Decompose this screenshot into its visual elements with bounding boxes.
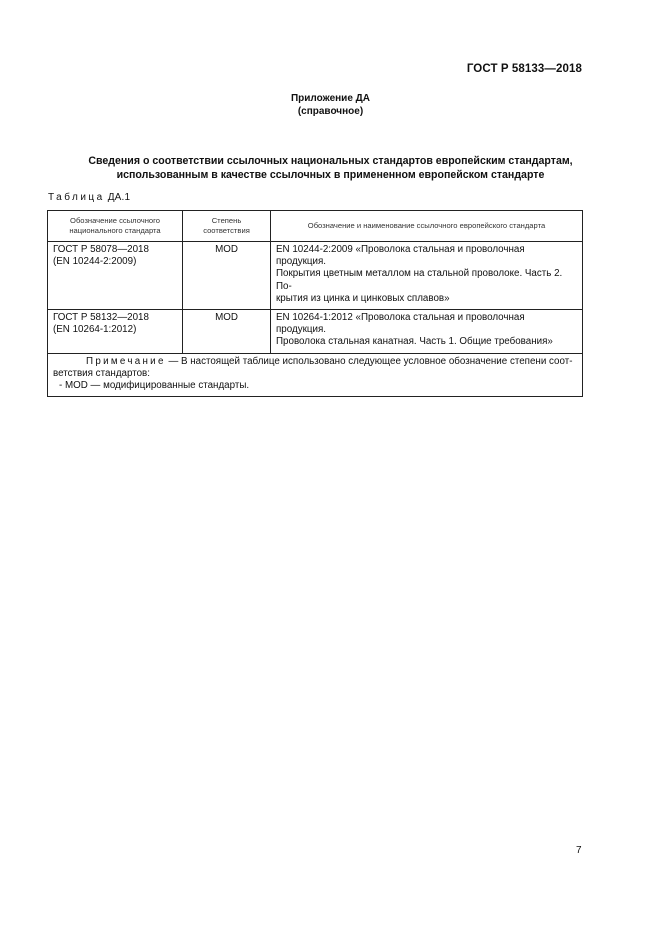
european-standard-cell	[271, 242, 583, 310]
header-degree	[183, 211, 271, 242]
note-line1	[53, 356, 577, 368]
document-title	[40, 154, 621, 182]
european-standard-line2: Проволока стальная канатная. Часть 1. Общие требования»	[276, 336, 553, 348]
annex-subtitle: (справочное)	[297, 106, 364, 117]
annex-heading	[0, 92, 661, 118]
page-header-standard-code: ГОСТ Р 58133—2018	[466, 63, 582, 75]
header-european-standard: Обозначение и наименование ссылочного европейского стандарта	[271, 211, 583, 242]
table-note	[48, 353, 583, 397]
european-standard-line1: EN 10244-2:2009 «Проволока стальная и проволочная продукция.	[276, 244, 525, 268]
table-row	[48, 310, 583, 354]
note-label: Примечание	[86, 355, 166, 367]
header-col1-line1: Обозначение ссылочного	[70, 215, 160, 225]
table-caption-number: ДА.1	[107, 192, 131, 203]
page-number: 7	[576, 845, 582, 856]
degree-cell: MOD	[183, 310, 271, 354]
national-standard-cell	[48, 242, 183, 310]
national-standard-cell	[48, 310, 183, 354]
correspondence-table	[47, 210, 583, 397]
header-col2-line1: Степень	[211, 215, 242, 225]
table-caption-label: Таблица	[48, 192, 105, 203]
document-title-line2: использованным в качестве ссылочных в примененном европейском стандарте	[116, 169, 545, 181]
annex-title: Приложение ДА	[290, 93, 371, 104]
table-header-row	[48, 211, 583, 242]
header-col2-line2: соответствия	[203, 225, 250, 235]
national-standard-code: ГОСТ Р 58132—2018	[53, 312, 149, 324]
table-note-row	[48, 353, 583, 397]
national-standard-ref: (EN 10244-2:2009)	[53, 256, 137, 268]
european-standard-line2: Покрытия цветным металлом на стальной проволоке. Часть 2. По-	[276, 268, 563, 292]
note-line2: ветствия стандартов:	[53, 367, 150, 379]
european-standard-line1: EN 10264-1:2012 «Проволока стальная и проволочная продукция.	[276, 312, 525, 336]
national-standard-code: ГОСТ Р 58078—2018	[53, 244, 149, 255]
degree-cell: MOD	[183, 242, 271, 310]
national-standard-ref: (EN 10264-1:2012)	[53, 324, 137, 336]
header-col1-line2: национального стандарта	[69, 225, 161, 235]
note-text-line1: — В настоящей таблице использовано следующее условное обозначение степени соот-	[165, 355, 573, 367]
note-line3: - MOD — модифицированные стандарты.	[59, 380, 250, 392]
table-caption	[48, 192, 130, 203]
header-national-standard	[48, 211, 183, 242]
table-row	[48, 242, 583, 310]
european-standard-cell	[271, 310, 583, 354]
document-title-line1: Сведения о соответствии ссылочных национальных стандартов европейским стандартам,	[88, 155, 573, 167]
european-standard-line3: крытия из цинка и цинковых сплавов»	[276, 292, 450, 304]
